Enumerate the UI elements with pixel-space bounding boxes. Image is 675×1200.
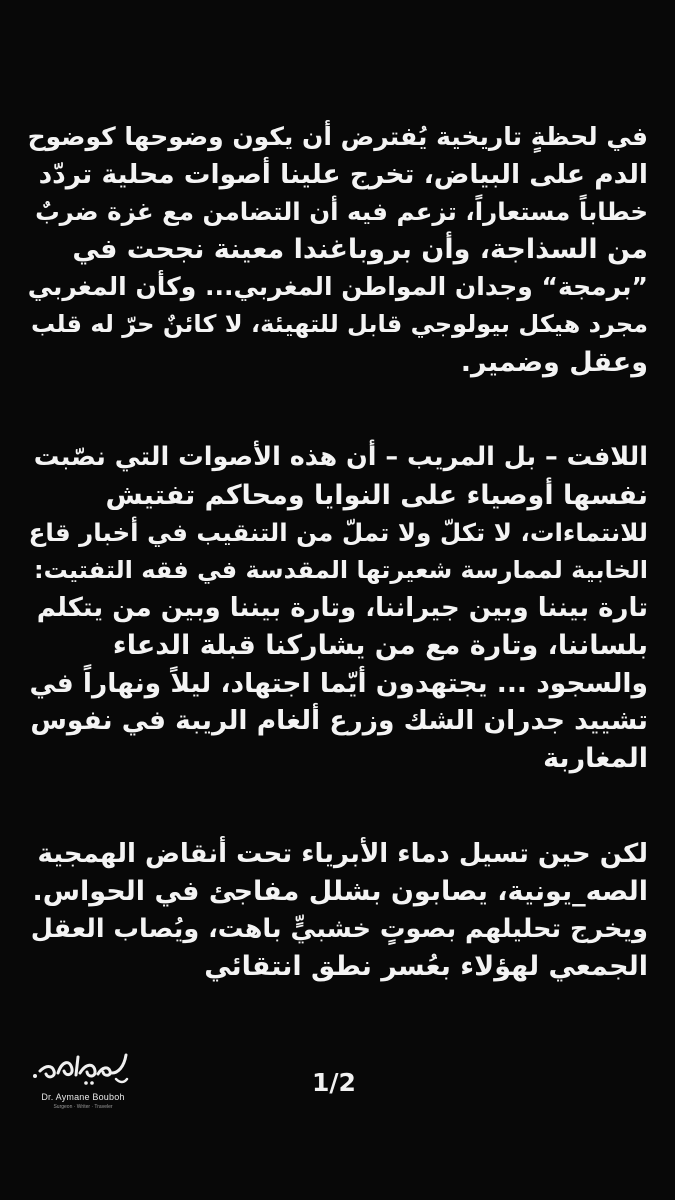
paragraph-2 xyxy=(28,439,648,777)
text-line: الصه_يونية، يصابون بشلل مفاجئ في الحواس. xyxy=(32,876,648,908)
text-line: المغاربة xyxy=(543,742,648,774)
text-line: لكن حين تسيل دماء الأبرياء تحت أنقاض الهمجية xyxy=(37,838,648,869)
signature-name: Dr. Aymane Bouboh xyxy=(41,1092,125,1102)
text-line: وعقل وضمير. xyxy=(460,346,648,378)
text-line: في لحظةٍ تاريخية يُفترض أن يكون وضوحها كوضوح xyxy=(27,122,648,151)
text-line: خطاباً مستعاراً، تزعم فيه أن التضامن مع غزة ضربٌ xyxy=(35,197,648,227)
paragraph-3 xyxy=(28,836,648,986)
signature-tagline: Surgeon · Writer · Traveler xyxy=(53,1104,113,1110)
text-line: مجرد هيكل بيولوجي قابل للتهيئة، لا كائنٌ حرّ له قلب xyxy=(31,309,648,338)
text-line: نفسها أوصياء على النوايا ومحاكم تفتيش xyxy=(105,479,648,511)
post-body xyxy=(28,118,648,1044)
text-line: من السذاجة، وأن بروباغندا معينة نجحت في xyxy=(72,233,648,265)
text-line: الدم على البياض، تخرج علينا أصوات محلية تردّد xyxy=(38,158,648,190)
signature-logo-icon xyxy=(32,1043,132,1089)
author-signature xyxy=(28,1043,138,1113)
text-line: الخابية لممارسة شعيرتها المقدسة في فقه التفتيت: xyxy=(33,555,648,584)
text-line: للانتماءات، لا تكلّ ولا تملّ من التنقيب في أخبار قاع xyxy=(28,518,648,548)
text-line: بلساننا، وتارة مع من يشاركنا قبلة الدعاء xyxy=(112,630,648,662)
text-line: والسجود ... يجتهدون أيّما اجتهاد، ليلاً ونهاراً في xyxy=(29,667,648,699)
paragraph-1 xyxy=(28,118,648,381)
text-line: اللافت – بل المريب – أن هذه الأصوات التي نصّبت xyxy=(33,442,648,473)
text-line: ”برمجة“ وجدان المواطن المغربي... وكأن المغربي xyxy=(27,272,648,302)
text-line: الجمعي لهؤلاء بعُسر نطق انتقائي xyxy=(204,951,648,983)
text-line: تارة بيننا وبين جيراننا، وتارة بيننا وبين من يتكلم xyxy=(36,592,648,623)
text-line: ويخرج تحليلهم بصوتٍ خشبيٍّ باهت، ويُصاب العقل xyxy=(30,913,648,944)
text-line: تشييد جدران الشك وزرع ألغام الريبة في نفوس xyxy=(30,705,648,737)
page-indicator: 1/2 xyxy=(312,1068,356,1097)
